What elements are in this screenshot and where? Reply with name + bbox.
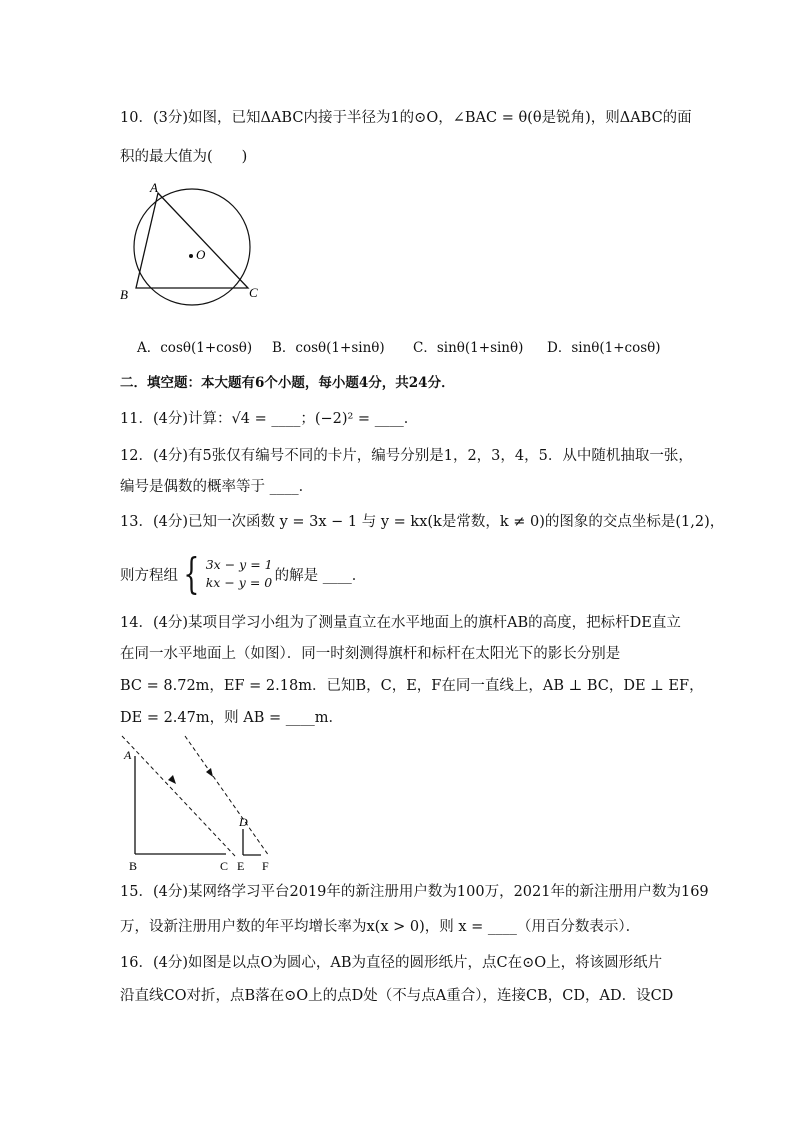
q10-circle-figure <box>112 178 272 308</box>
q14-line3: BC = 8.72m，EF = 2.18m．已知B，C，E，F在同一直线上，AB ⊥ BC，DE ⊥ EF， <box>120 678 704 694</box>
label-o: O <box>196 247 206 262</box>
sun-ray-1 <box>122 736 235 856</box>
arrow-icon <box>206 768 213 777</box>
section-heading: 二．填空题：本大题有6个小题，每小题4分，共24分． <box>120 375 455 391</box>
q13-equation-system <box>120 549 367 598</box>
q13-line1: 13．(4分)已知一次函数 y = 3x − 1 与 y = kx(k是常数，k ≠ 0)的图象的交点坐标是(1,2)， <box>120 514 725 530</box>
q10-line1: 10．(3分)如图，已知ΔABC内接于半径为1的⊙O，∠BAC = θ(θ是锐角)，则ΔABC的面 <box>120 110 692 126</box>
q10-option-c: C．sinθ(1+sinθ) <box>413 340 524 356</box>
q16-line2: 沿直线CO对折，点B落在⊙O上的点D处（不与点A重合），连接CB，CD，AD．设CD <box>120 988 674 1004</box>
q14-line2: 在同一水平地面上（如图）．同一时刻测得旗杆和标杆在太阳光下的影长分别是 <box>120 646 621 662</box>
label-f: F <box>262 859 269 873</box>
q13-suffix: 的解是 ____． <box>274 567 367 584</box>
triangle-abc <box>136 193 248 288</box>
q13-eq2: kx − y = 0 <box>205 575 273 590</box>
q11-line: 11．(4分)计算：√4 = ____；(−2)² = ____． <box>120 411 419 427</box>
q16-line1: 16．(4分)如图是以点O为圆心，AB为直径的圆形纸片，点C在⊙O上，将该圆形纸片 <box>120 955 663 971</box>
brace-symbol: { <box>183 549 200 598</box>
label-c: C <box>249 285 258 300</box>
label-a: A <box>124 748 132 762</box>
q12-line2: 编号是偶数的概率等于 ____． <box>120 479 314 495</box>
label-c: C <box>220 859 229 873</box>
center-point-o <box>189 254 193 258</box>
q13-eq1: 3x − y = 1 <box>205 557 273 572</box>
q10-line2: 积的最大值为( ) <box>120 149 248 165</box>
label-e: E <box>237 859 245 873</box>
label-d: D <box>239 815 248 829</box>
q10-option-a: A．cosθ(1+cosθ) <box>137 340 253 356</box>
q10-option-b: B．cosθ(1+sinθ) <box>272 340 385 356</box>
label-a: A <box>150 180 158 195</box>
q15-line2: 万，设新注册用户数的年平均增长率为x(x > 0)，则 x = ____（用百分数表示）． <box>120 919 641 935</box>
q14-line4: DE = 2.47m，则 AB = ____m． <box>120 710 343 726</box>
q13-prefix: 则方程组 <box>120 567 178 584</box>
q10-option-d: D．sinθ(1+cosθ) <box>547 340 661 356</box>
label-b: B <box>120 287 128 302</box>
q14-flagpole-figure <box>115 730 285 875</box>
q13-equations <box>206 556 273 592</box>
sun-ray-2 <box>185 736 269 856</box>
q12-line1: 12．(4分)有5张仅有编号不同的卡片，编号分别是1，2，3，4，5．从中随机抽取一张， <box>120 448 693 464</box>
q14-line1: 14．(4分)某项目学习小组为了测量直立在水平地面上的旗杆AB的高度，把标杆DE直立 <box>120 615 681 631</box>
q15-line1: 15．(4分)某网络学习平台2019年的新注册用户数为100万，2021年的新注册用户数为169 <box>120 884 709 900</box>
label-b: B <box>129 859 138 873</box>
arrow-icon <box>168 775 176 784</box>
